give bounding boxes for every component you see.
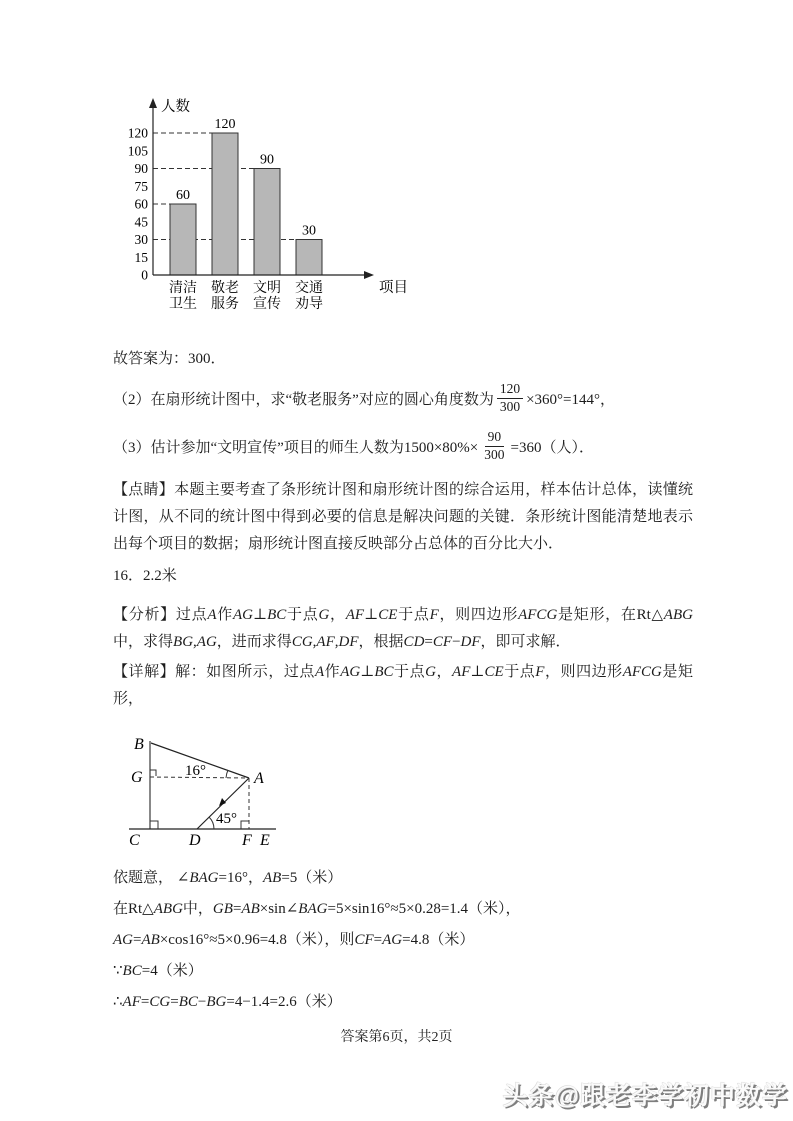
- geometry-figure: [113, 719, 693, 859]
- document-page: [113, 95, 693, 1020]
- right-angle-F: [241, 821, 249, 829]
- y-tick-label: 105: [127, 143, 148, 159]
- fraction-numerator: 120: [497, 381, 523, 398]
- solution-step-sector-angle: [113, 375, 693, 421]
- point-label-C: C: [129, 832, 140, 849]
- right-angle-G: [150, 770, 156, 776]
- fraction-numerator: 90: [485, 429, 505, 446]
- x-category-label: 交通劝导: [295, 281, 323, 312]
- y-tick-label: 90: [134, 161, 148, 176]
- bar-0: [170, 204, 196, 275]
- bar-chart: [113, 95, 413, 327]
- question-16-answer: 16．2.2米: [113, 568, 177, 584]
- step-line: AG=AB×cos16°≈5×0.96=4.8（米），则CF=AG=4.8（米）: [113, 932, 475, 948]
- y-tick-label: 45: [134, 214, 148, 230]
- point-label-D: D: [189, 832, 201, 849]
- point-label-A: A: [254, 770, 264, 787]
- xiangjie-solution: 【详解】解：如图所示，过点A作AG⊥BC于点G，AF⊥CE于点F，则四边形AFCG是矩形，: [113, 664, 693, 707]
- step-line: ∵BC=4（米）: [113, 963, 203, 979]
- formula-text-pre: （3）估计参加“文明宣传”项目的师生人数为1500×80%×: [113, 439, 479, 456]
- angle-label-16: 16°: [185, 763, 206, 779]
- fraction: [481, 429, 507, 462]
- step-line: 在Rt△ABG中，GB=AB×sin∠BAG=5×sin16°≈5×0.28=1.4（米），: [113, 901, 521, 917]
- step-line: 依题意， ∠BAG=16°，AB=5（米）: [113, 870, 343, 886]
- y-tick-label: 60: [134, 196, 148, 212]
- bar-value-label: 90: [260, 152, 274, 168]
- x-category-label: 文明宣传: [253, 281, 281, 312]
- bar-value-label: 120: [214, 117, 236, 132]
- point-label-F: F: [242, 832, 252, 849]
- step-line: ∴AF=CG=BC−BG=4−1.4=2.6（米）: [113, 994, 342, 1010]
- bar-value-label: 60: [176, 188, 190, 203]
- geometry-diagram: [113, 719, 298, 854]
- formula-text-pre: （2）在扇形统计图中，求“敬老服务”对应的圆心角度数为: [113, 391, 494, 408]
- y-tick-label: 30: [134, 232, 148, 247]
- bar-1: [212, 133, 238, 275]
- y-tick-label: 0: [141, 267, 148, 283]
- x-axis-label: 项目: [379, 280, 408, 296]
- solution-steps: [113, 865, 693, 1016]
- x-category-label: 清洁卫生: [169, 281, 197, 312]
- fraction-denominator: 300: [484, 446, 505, 462]
- fraction-denominator: 300: [499, 398, 521, 414]
- y-axis-label: 人数: [161, 99, 190, 115]
- angle-arc-16: [226, 770, 228, 778]
- point-label-E: E: [260, 832, 270, 849]
- bar-2: [254, 169, 280, 276]
- fenxi-analysis: 【分析】过点A作AG⊥BC于点G，AF⊥CE于点F，则四边形AFCG是矩形，在Rt△ABG中，求得BG,AG，进而求得CG,AF,DF，根据CD=CF−DF，即可求解．: [113, 607, 693, 650]
- bar-value-label: 30: [302, 223, 316, 239]
- point-label-G: G: [131, 769, 143, 786]
- watermark: 头条@跟老李学初中数学: [502, 1082, 788, 1110]
- angle-arc-45: [209, 817, 214, 829]
- bar-chart-figure: [113, 95, 693, 332]
- solution-step-estimate: [113, 423, 693, 469]
- angle-label-45: 45°: [216, 811, 237, 827]
- dianjing-note: 【点睛】本题主要考查了条形统计图和扇形统计图的综合运用，样本估计总体，读懂统计图，从不同的统计图中得到必要的信息是解决问题的关键．条形统计图能清楚地表示出每个项目的数据；扇形统计图直接反映部分占总体的百分比大小．: [113, 482, 693, 552]
- page-footer: 答案第6页，共2页: [340, 1030, 453, 1045]
- point-label-B: B: [134, 736, 144, 753]
- bar-3: [296, 240, 322, 276]
- fraction: [497, 381, 523, 414]
- formula-text-post: =360（人）．: [510, 439, 594, 456]
- answer-300-line: 故答案为：300．: [113, 351, 226, 367]
- right-angle-C: [150, 821, 158, 829]
- formula-text-post: ×360°=144°，: [526, 391, 615, 408]
- y-tick-label: 75: [134, 178, 148, 194]
- y-axis-arrow: [149, 98, 157, 108]
- y-tick-label: 15: [134, 249, 148, 265]
- y-tick-label: 120: [127, 125, 148, 141]
- x-axis-arrow: [364, 271, 374, 279]
- x-category-label: 敬老服务: [211, 281, 239, 312]
